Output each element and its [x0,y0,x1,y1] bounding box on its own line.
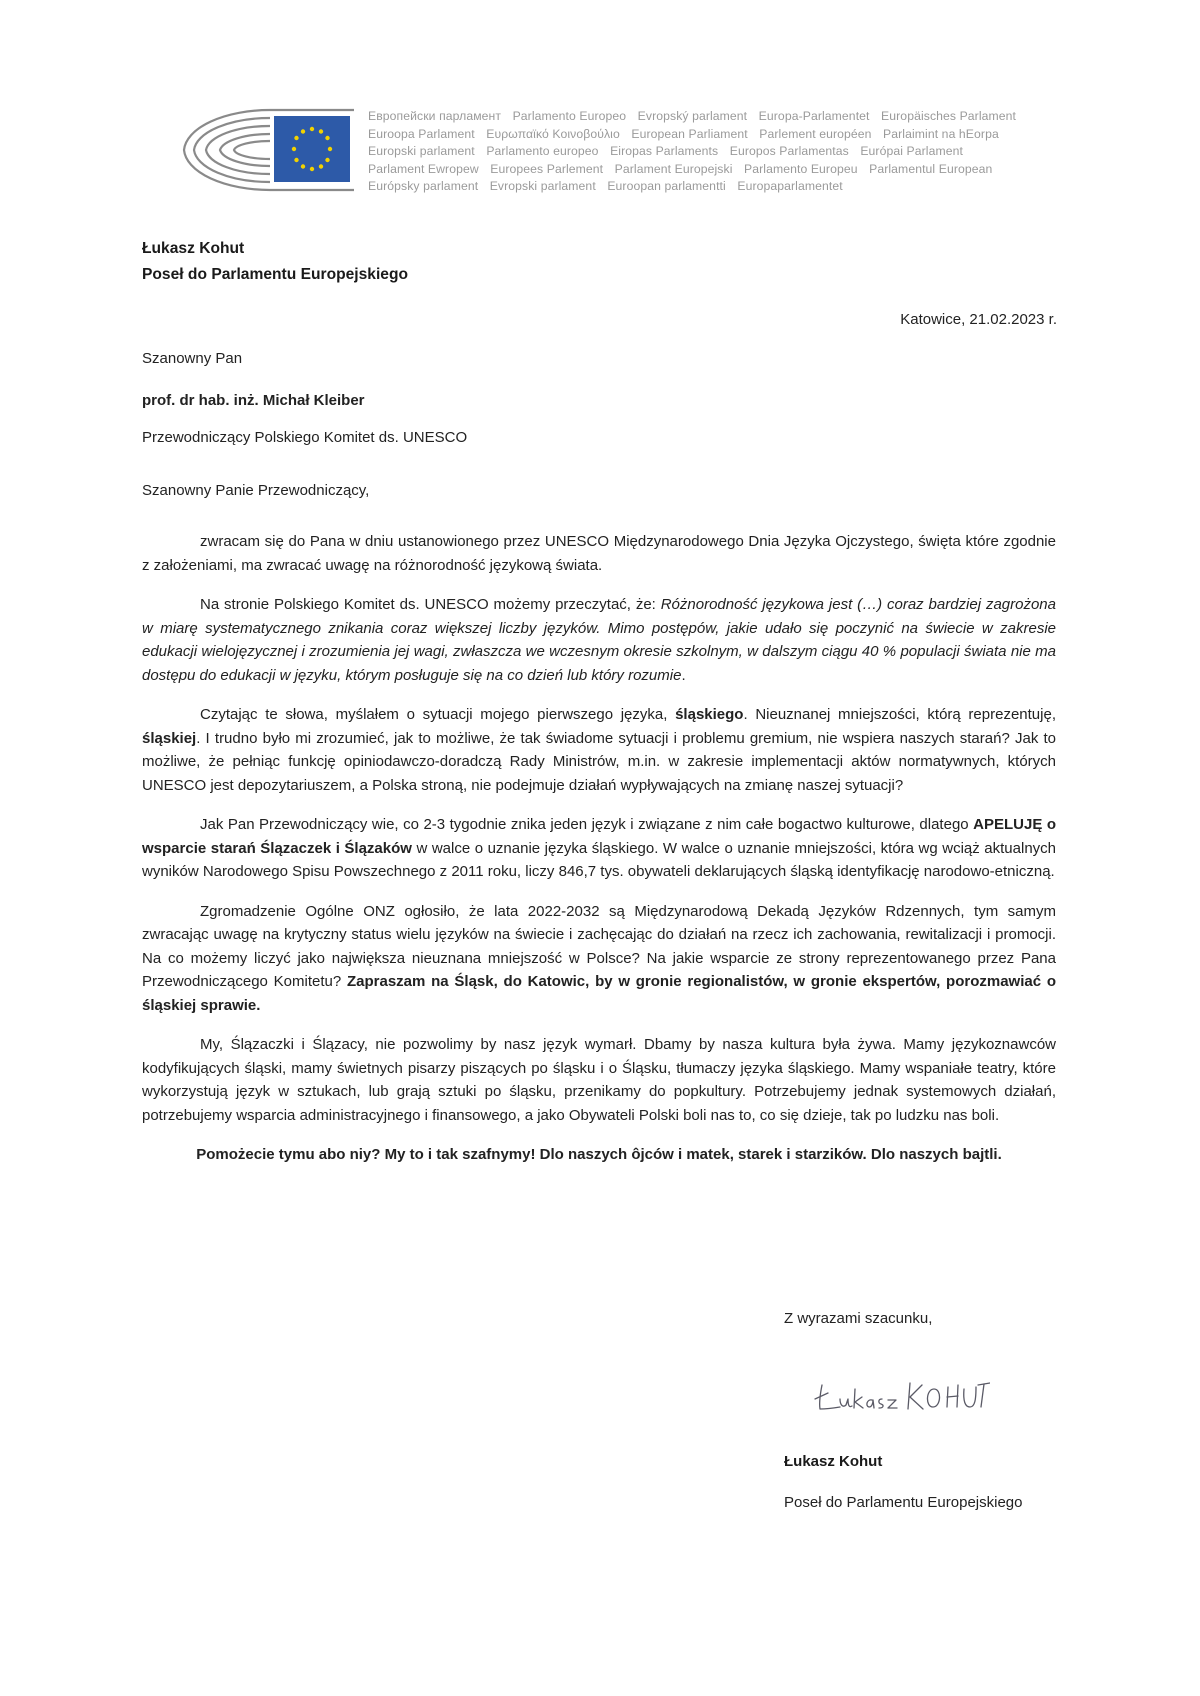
parliament-name: Európsky parlament [368,179,479,193]
parliament-name: Europäisches Parlament [881,109,1017,123]
european-parliament-logo-icon [178,104,354,196]
sender-title: Poseł do Parlamentu Europejskiego [142,266,409,283]
parliament-names-row [368,178,1068,196]
paragraph-2 [142,593,1056,687]
paragraph-3-bold: śląskiego [675,706,744,723]
signature-title: Poseł do Parlamentu Europejskiego [784,1494,1023,1511]
parliament-name: Parlament Europejski [614,161,733,176]
parliament-name: Europski parlament [368,144,475,158]
parliament-name: Ευρωπαϊκό Κοινοβούλιο [486,126,620,141]
signature-name: Łukasz Kohut [784,1453,883,1470]
paragraph-5-invitation: Zapraszam na Śląsk, do Katowic, by w gronie regionalistów, w gronie ekspertów, porozmawiać o śląskiej sprawie. [142,973,1056,1014]
paragraph-4-text: Jak Pan Przewodniczący wie, co 2-3 tygodnie znika jeden język i związane z nim całe bogactwo kulturowe, dlatego [200,816,974,833]
paragraph-2-end: . [681,666,686,684]
closing-line: Pomożecie tymu abo niy? My to i tak szafnymy! Dlo naszych ôjców i matek, starek i starzików. Dlo naszych bajtli. [196,1146,1002,1163]
recipient-block [142,350,467,499]
paragraph-4-appeal: APELUJĘ o wsparcie starań Ślązaczek i Ślązaków [142,816,1056,857]
paragraph-6: My, Ślązaczki i Ślązacy, nie pozwolimy by nasz język wymarł. Dbamy by nasza kultura była żywa. Mamy językoznawców kodyfikujących śląski, mamy świetnych pisarzy piszących po śląsku i o Śląsku, tłumaczy języka śląskiego. Mamy wspaniałe teatry, które wykorzystują język w sztukach, lub grają sztuki po śląsku, przenikamy do popkultury. Potrzebujemy jednak systemowych działań, potrzebujemy wsparcia administracyjnego i finansowego, a jako Obywateli Polski boli nas to, co się dzieje, tak po ludzku nas boli. [142,1036,1056,1124]
parliament-name: Europa-Parlamentet [758,109,870,123]
parliament-name: Europos Parlamentas [729,144,849,158]
paragraph-3-text: . Nieuznanej mniejszości, którą reprezentuję, [743,706,1056,723]
parliament-names-row [368,108,1068,126]
parliament-name: Europees Parlement [490,161,604,176]
parliament-name: Parlamento Europeu [744,161,858,176]
parliament-names-row [368,126,1068,144]
place-date: Katowice, 21.02.2023 r. [900,311,1057,328]
sign-off: Z wyrazami szacunku, [784,1310,933,1327]
recipient-title: Przewodniczący Polskiego Komitet ds. UNESCO [142,429,468,446]
parliament-name: Parlement européen [759,126,872,141]
parliament-name: Европейски парламент [368,109,502,123]
parliament-name: European Parliament [631,126,748,141]
recipient-name: prof. dr hab. inż. Michał Kleiber [142,392,365,409]
greeting: Szanowny Panie Przewodniczący, [142,482,370,499]
parliament-name: Euroopan parlamentti [607,179,726,193]
paragraph-5 [142,900,1056,1018]
letter-body [142,530,1056,1183]
paragraph-3-bold: śląskiej [142,729,197,747]
parliament-name: Evropski parlament [489,179,596,193]
parliament-name: Európai Parlament [860,144,963,158]
parliament-name: Europaparlamentet [737,179,843,193]
paragraph-2-intro: Na stronie Polskiego Komitet ds. UNESCO możemy przeczytać, że: [200,596,661,613]
parliament-name: Parlamento Europeo [512,109,627,123]
parliament-name: Parlament Ewropew [368,161,479,176]
sender-block [142,236,408,288]
parliament-name: Eiropas Parlaments [610,144,719,158]
parliament-name: Parlaimint na hEorpa [883,126,999,141]
paragraph-5-text: Zgromadzenie Ogólne ONZ ogłosiło, że lata 2022-2032 są Międzynarodową Dekadą Języków Rdzennych, tym samym zwracając uwagę na krytyczny status wielu języków na świecie i zachęcając do działań na rzecz ich zachowania, rewitalizacji i promocji. Na co możemy liczyć jako największa nieuznana mniejszość w Polsce? Na jakie wsparcie ze strony reprezentowanego przez Pana Przewodniczącego Komitetu? [142,902,1056,990]
paragraph-3-text: Czytając te słowa, myślałem o sytuacji mojego pierwszego języka, [200,706,676,723]
parliament-names-row [368,143,1068,161]
handwritten-signature [810,1365,990,1425]
paragraph-2-quote: Różnorodność językowa jest (…) coraz bardziej zagrożona w miarę systematycznego znikania coraz większej liczby języków. Mimo postępów, jakie udało się poczynić na świecie w zakresie edukacji wielojęzycznej i zrozumienia jej wagi, zwłaszcza we wczesnym okresie szkolnym, w dalszym ciągu 40 % populacji świata nie ma dostępu do edukacji w języku, którym posługuje się na co dzień lub który rozumie [142,596,1056,684]
paragraph-4-text: w walce o uznanie języka śląskiego. W walce o uznanie mniejszości, która wg wciąż aktualnych wyników Narodowego Spisu Powszechnego z 2011 roku, liczy 846,7 tys. obywateli deklarujących śląską identyfikację narodowo-etniczną. [142,839,1056,880]
sender-name: Łukasz Kohut [142,240,245,257]
parliament-names [368,108,1068,196]
paragraph-1: zwracam się do Pana w dniu ustanowionego przez UNESCO Międzynarodowego Dnia Języka Ojczystego, święta które zgodnie z założeniami, ma zwracać uwagę na różnorodność językową świata. [142,533,1056,574]
parliament-name: Parlamento europeo [486,144,599,158]
recipient-to: Szanowny Pan [142,350,243,367]
paragraph-4 [142,813,1056,884]
parliament-name: Euroopa Parlament [368,126,475,141]
parliament-names-row [368,161,1068,179]
parliament-name: Parlamentul European [869,161,993,176]
letterhead [178,104,1058,204]
paragraph-3 [142,703,1056,797]
parliament-name: Evropský parlament [637,109,748,123]
paragraph-3-text: . I trudno było mi zrozumieć, jak to możliwe, że tak świadome sytuacji i problemu gremium, nie wspiera naszych starań? Jak to możliwe, że pełniąc funkcję opiniodawczo-doradczą Rady Ministrów, m.in. w zakresie implementacji aktów normatywnych, których UNESCO jest depozytariuszem, a Polska stroną, nie podejmuje działań wypływających na zmianę naszej sytuacji? [142,729,1056,794]
